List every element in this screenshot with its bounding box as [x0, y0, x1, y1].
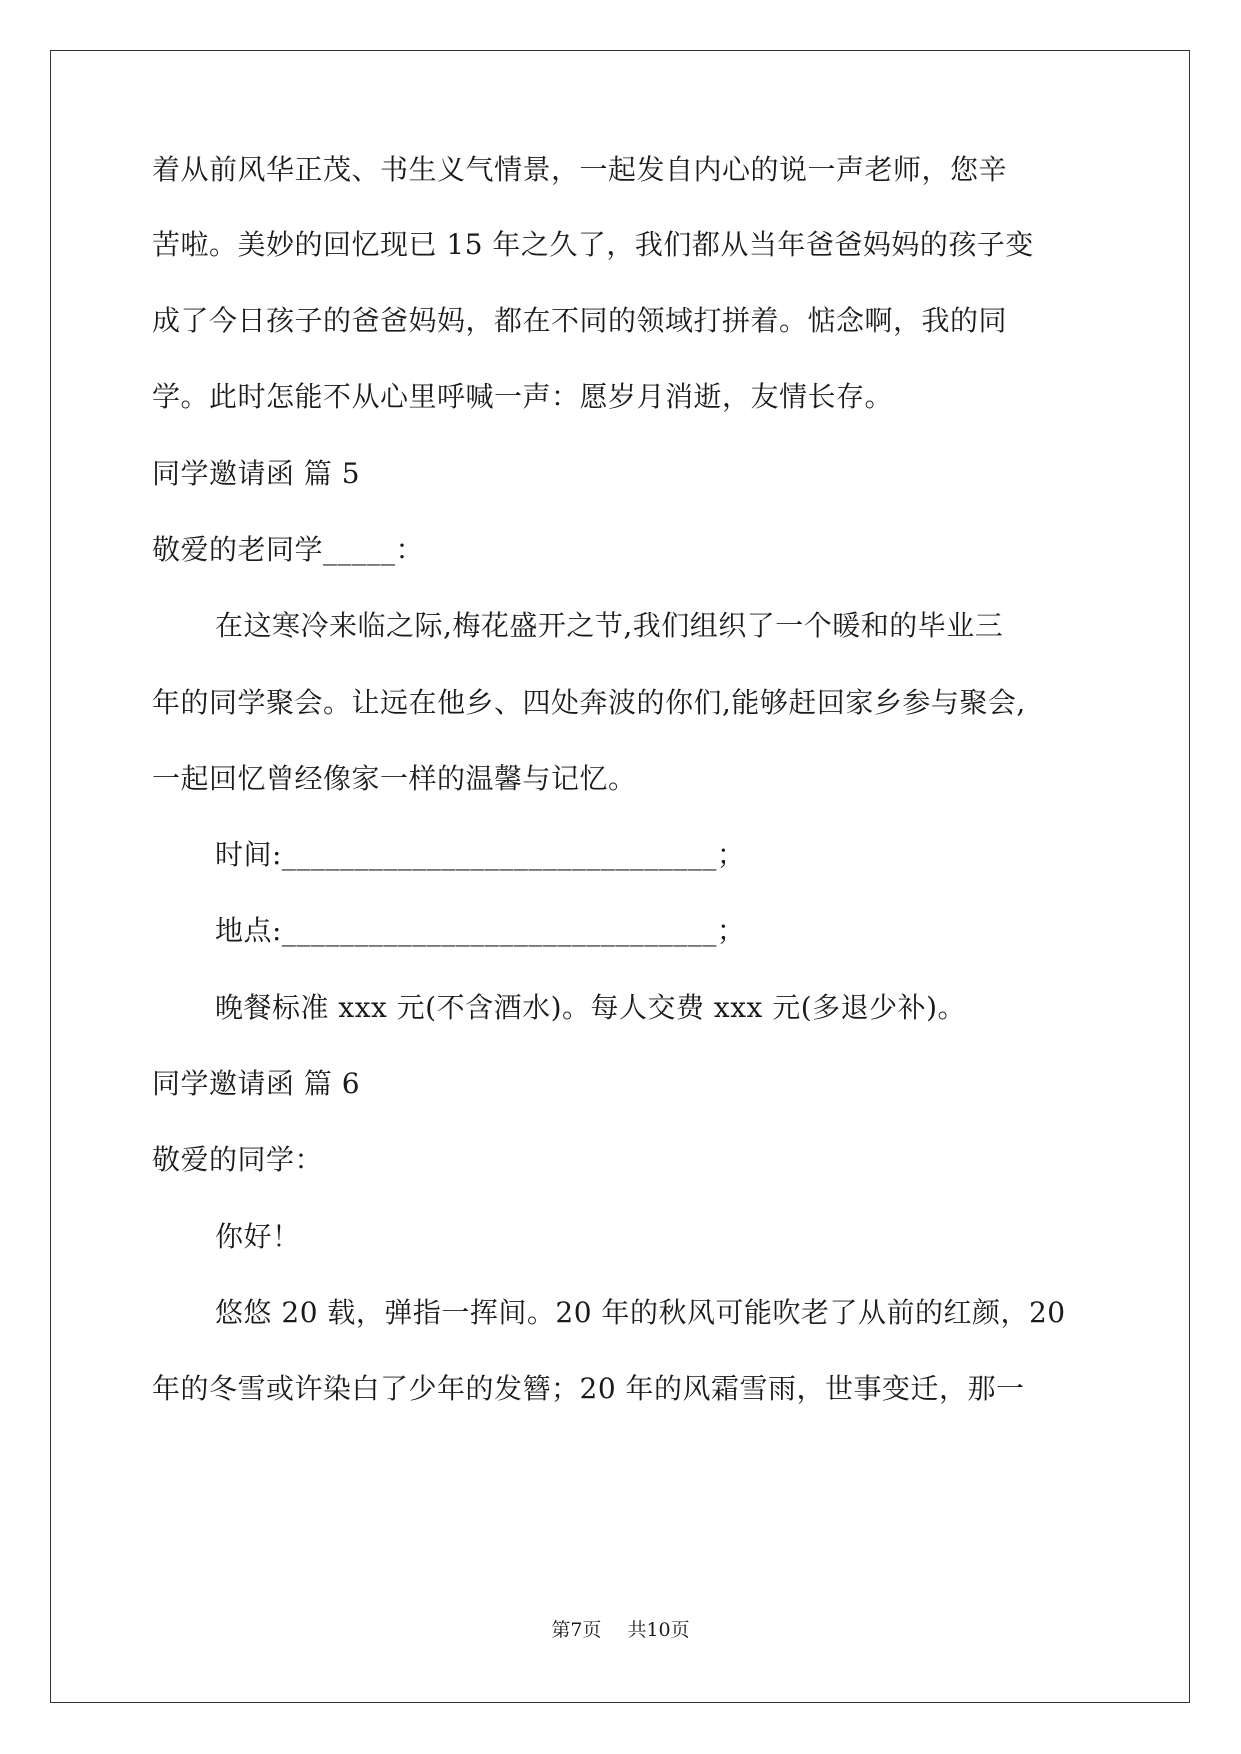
fee-line: 晚餐标准 xxx 元(不含酒水)。每人交费 xxx 元(多退少补)。	[215, 991, 967, 1024]
page-frame	[50, 50, 1190, 1703]
page-number: 第7页	[551, 1619, 602, 1641]
paragraph-line: 年的同学聚会。让远在他乡、四处奔波的你们,能够赶回家乡参与聚会,	[152, 686, 1026, 719]
greeting: 你好！	[215, 1220, 301, 1253]
paragraph-line: 学。此时怎能不从心里呼喊一声：愿岁月消逝，友情长存。	[152, 380, 894, 413]
page-footer	[0, 1618, 1241, 1642]
paragraph-line: 着从前风华正茂、书生义气情景，一起发自内心的说一声老师，您辛	[152, 153, 1008, 186]
time-line: 时间:______________________________；	[215, 838, 746, 871]
section-heading: 同学邀请函 篇 6	[152, 1067, 361, 1100]
paragraph-line: 成了今日孩子的爸爸妈妈，都在不同的领域打拼着。惦念啊，我的同	[152, 304, 1008, 337]
page-total: 共10页	[627, 1619, 690, 1641]
salutation: 敬爱的老同学_____：	[152, 533, 425, 566]
location-line: 地点:______________________________；	[215, 914, 746, 947]
paragraph-line: 悠悠 20 载，弹指一挥间。20 年的秋风可能吹老了从前的红颜，20	[215, 1296, 1066, 1329]
salutation: 敬爱的同学：	[152, 1143, 324, 1176]
section-heading: 同学邀请函 篇 5	[152, 457, 361, 490]
paragraph-line: 在这寒冷来临之际,梅花盛开之节,我们组织了一个暖和的毕业三	[215, 609, 1004, 642]
paragraph-line: 苦啦。美妙的回忆现已 15 年之久了，我们都从当年爸爸妈妈的孩子变	[152, 228, 1034, 261]
paragraph-line: 年的冬雪或许染白了少年的发簪；20 年的风霜雪雨，世事变迁，那一	[152, 1372, 1025, 1405]
paragraph-line: 一起回忆曾经像家一样的温馨与记忆。	[152, 762, 637, 795]
